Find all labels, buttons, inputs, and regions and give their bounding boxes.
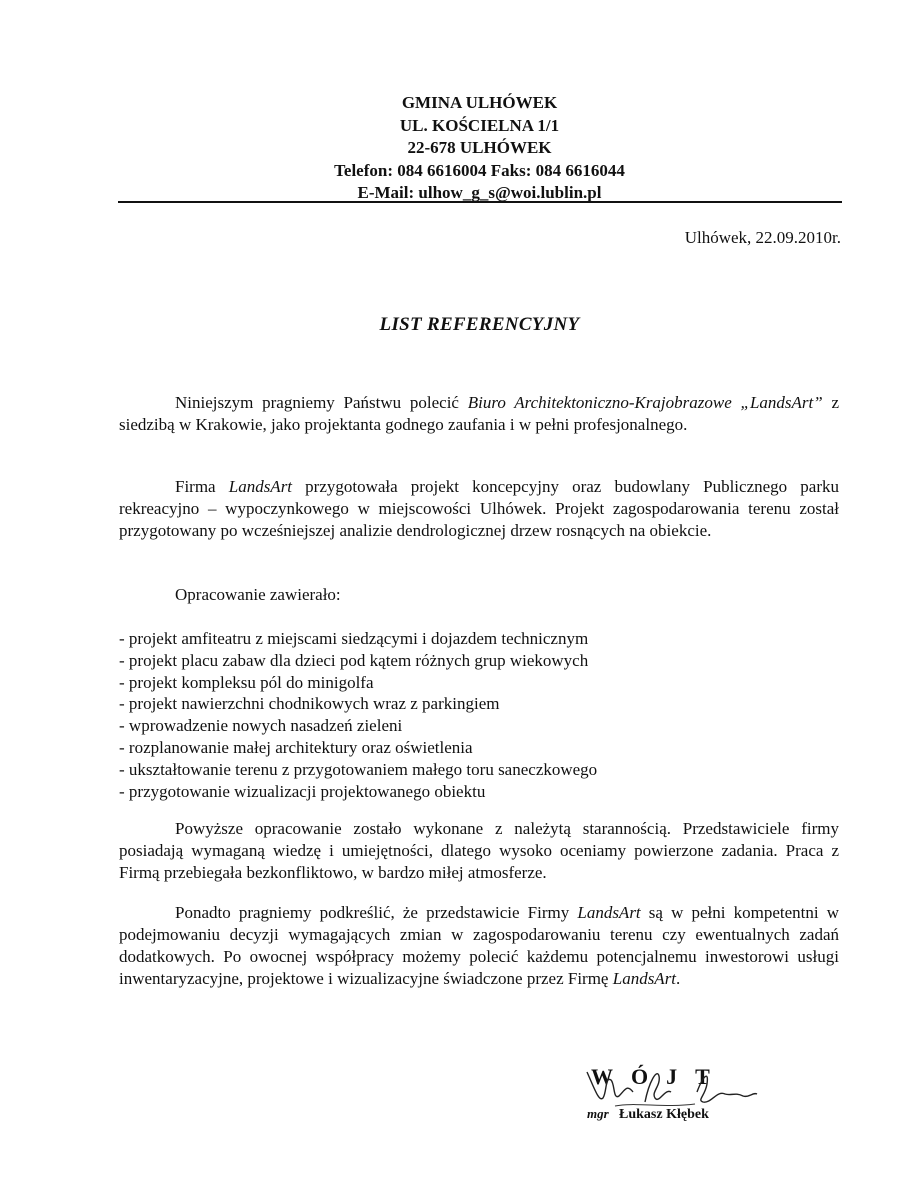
paragraph1-text-a: Niniejszym pragniemy Państwu polecić [175, 393, 468, 412]
letterhead [0, 92, 914, 205]
list-item: - rozplanowanie małej architektury oraz oświetlenia [119, 737, 473, 757]
letterhead-phone-fax: Telefon: 084 6616004 Faks: 084 6616044 [334, 160, 625, 180]
list-item: - przygotowanie wizualizacji projektowanego obiektu [119, 781, 486, 801]
paragraph1-text-b: z siedzibą w Krakowie, jako projektanta godnego zaufania i w pełni profesjonalnego. [119, 393, 840, 434]
list-item: - ukształtowanie terenu z przygotowaniem małego toru saneczkowego [119, 759, 598, 779]
paragraph-evaluation [119, 818, 839, 884]
paragraph2-text-b: przygotowała projekt koncepcyjny oraz budowlany Publicznego parku rekreacyjno – wypoczynkowego w miejscowości Ulhówek. Projekt zagospodarowania terenu został przygotowany po wcześniejszej analizie dendrologicznej drzew rosnących na obiekcie. [119, 477, 839, 540]
company-full-name: Biuro Architektoniczno-Krajobrazowe „LandsArt” [467, 393, 823, 412]
paragraph5-text-c: . [676, 969, 681, 988]
letterhead-postcode: 22-678 ULHÓWEK [407, 138, 552, 157]
paragraph2-text-a: Firma [175, 477, 229, 496]
company-name: LandsArt [228, 477, 293, 496]
company-name: LandsArt [577, 903, 641, 922]
svg-text:mgr: mgr [587, 1106, 609, 1121]
svg-text:Łukasz Kłębek: Łukasz Kłębek [619, 1107, 709, 1122]
list-item: - wprowadzenie nowych nasadzeń zieleni [119, 716, 403, 736]
paragraph-recommendation [119, 392, 839, 436]
paragraph-scope-intro [119, 584, 839, 606]
scope-list [119, 628, 839, 802]
scope-intro-text: Opracowanie zawierało: [175, 585, 341, 604]
letter-date: Ulhówek, 22.09.2010r. [684, 228, 841, 247]
list-item: - projekt kompleksu pól do minigolfa [119, 672, 374, 692]
letterhead-street: UL. KOŚCIELNA 1/1 [399, 115, 560, 135]
list-item: - projekt placu zabaw dla dzieci pod kątem różnych grup wiekowych [119, 650, 589, 670]
company-name: LandsArt [612, 969, 677, 988]
paragraph5-text-b: są w pełni kompetentni w podejmowaniu decyzji wymagających zmian w zagospodarowaniu terenu czy ewentualnych zadań dodatkowych. Po owocnej współpracy możemy polecić każdemu potencjalnemu inwestorowi usługi inwentaryzacyjne, projektowe i wizualizacyjne świadczone przez Firmę [119, 903, 839, 988]
letterhead-email: E-Mail: ulhow_g_s@woi.lublin.pl [357, 183, 602, 202]
svg-text:WÓJT: WÓJT [591, 1064, 728, 1089]
signature-stamp-graphic [585, 1062, 765, 1124]
paragraph-project-description [119, 476, 839, 542]
letter-title: LIST REFERENCYJNY [379, 314, 580, 335]
paragraph-conclusion [119, 902, 839, 990]
letterhead-divider [118, 201, 842, 203]
signature-stamp [585, 1062, 765, 1124]
list-item: - projekt amfiteatru z miejscami siedzącymi i dojazdem technicznym [119, 629, 589, 648]
list-item: - projekt nawierzchni chodnikowych wraz z parkingiem [119, 694, 500, 714]
letterhead-municipality: GMINA ULHÓWEK [401, 93, 558, 112]
paragraph5-text-a: Ponadto pragniemy podkreślić, że przedstawicie Firmy [175, 903, 578, 922]
paragraph4-text: Powyższe opracowanie zostało wykonane z należytą starannością. Przedstawiciele firmy posiadają wymaganą wiedzę i umiejętności, dlatego wysoko oceniamy powierzone zadania. Praca z Firmą przebiegała bezkonfliktowo, w bardzo miłej atmosferze. [119, 819, 839, 882]
